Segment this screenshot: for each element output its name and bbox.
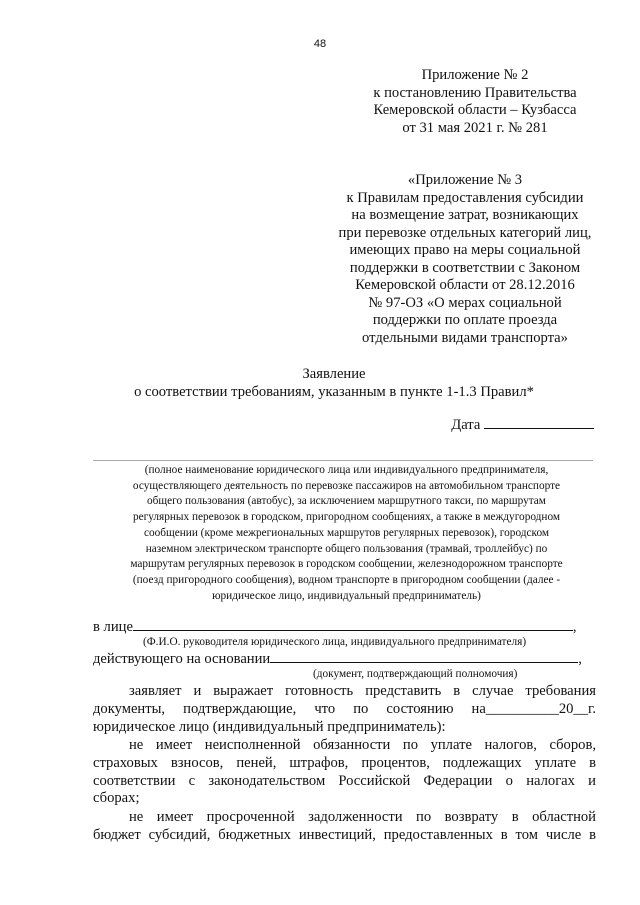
basis-blank[interactable]	[270, 650, 578, 663]
caption-line: (полное наименование юридического лица или индивидуального предпринимателя,	[144, 464, 549, 476]
representative-comma: ,	[572, 619, 577, 635]
annex-3-line: Кемеровской области от 28.12.2016	[355, 277, 575, 293]
paragraph-line: соответствии с законодательством Российской Федерации о налогах и	[93, 772, 596, 789]
paragraph-line: не имеет просроченной задолженности по возврату в областной	[129, 809, 596, 825]
annex-3-line: имеющих право на меры социальной	[349, 242, 581, 258]
paragraph-line: документы, подтверждающие, что по состоянию на__________20__г.	[93, 700, 596, 717]
caption-line: осуществляющего деятельность по перевозке пассажиров на автомобильном транспорте	[132, 479, 561, 492]
paragraph-line: заявляет и выражает готовность представить в случае требования	[129, 683, 596, 699]
paragraph-line: юридическое лицо (индивидуальный предприниматель):	[93, 718, 446, 735]
annex-2-line: Кемеровской области – Кузбасса	[373, 102, 577, 118]
representative-row	[93, 618, 577, 636]
annex-3-line: поддержки по оплате проезда	[372, 312, 558, 328]
date-blank[interactable]	[484, 416, 594, 429]
annex-2-line: к постановлению Правительства	[373, 84, 577, 101]
paragraph-line: бюджет субсидий, бюджетных инвестиций, предоставленных в том числе в	[93, 826, 596, 843]
page-number: 48	[313, 38, 327, 50]
annex-3-line: отдельными видами транспорта»	[362, 329, 568, 346]
caption-line: регулярных перевозок в городском, пригородном сообщениях, а также в междугородном	[132, 511, 561, 524]
annex-3-line: на возмещение затрат, возникающих	[351, 207, 579, 223]
declare-paragraph	[93, 683, 596, 736]
item-1-paragraph	[93, 737, 596, 808]
annex-3-line: при перевозке отдельных категорий лиц,	[338, 224, 592, 241]
basis-comma: ,	[578, 651, 582, 667]
date-field[interactable]	[451, 416, 594, 434]
annex-2-line: Приложение № 2	[421, 67, 529, 83]
basis-caption: (документ, подтверждающий полномочия)	[313, 668, 518, 680]
caption-line: общего пользования (автобус), за исключением маршрутного такси, по маршрутам	[147, 495, 546, 508]
statement-subtitle: о соответствии требованиям, указанным в пункте 1-1.3 Правил*	[134, 384, 534, 400]
annex-3-line: к Правилам предоставления субсидии	[346, 189, 584, 206]
paragraph-line: не имеет неисполненной обязанности по уплате налогов, сборов,	[129, 737, 596, 753]
representative-blank[interactable]	[133, 618, 573, 631]
annex-3-line: «Приложение № 3	[407, 172, 523, 188]
caption-line: (поезд пригородного сообщения), водном транспорте в пригородном сообщении (далее -	[132, 573, 561, 586]
paragraph-line: страховых взносов, пеней, штрафов, процентов, подлежащих уплате в	[93, 754, 596, 771]
entity-caption	[93, 463, 600, 604]
caption-line: маршрутам регулярных перевозок в городском сообщении, железнодорожном транспорте	[130, 558, 563, 571]
entity-name-blank[interactable]	[93, 460, 593, 461]
item-2-paragraph	[93, 809, 596, 845]
annex-3-line: № 97-ОЗ «О мерах социальной	[368, 294, 562, 311]
basis-label: действующего на основании	[93, 651, 271, 667]
caption-line: наземном электрическом транспорте общего пользования (трамвай, троллейбус) по	[145, 542, 548, 555]
statement-title: Заявление	[302, 366, 366, 382]
date-label: Дата	[451, 417, 481, 433]
representative-label: в лице	[93, 619, 133, 635]
paragraph-line: сборах;	[93, 790, 140, 807]
annex-3-line: поддержки в соответствии с Законом	[349, 259, 581, 276]
basis-row	[93, 650, 582, 668]
annex-2-header	[330, 67, 620, 137]
annex-3-header	[305, 172, 625, 347]
caption-line: юридическое лицо, индивидуальный предприниматель)	[212, 589, 481, 602]
representative-caption: (Ф.И.О. руководителя юридического лица, индивидуального предпринимателя)	[143, 636, 527, 648]
caption-line: сообщении (кроме межрегиональных маршрутов регулярных перевозок), городском	[143, 526, 550, 539]
annex-2-line: от 31 мая 2021 г. № 281	[402, 119, 548, 136]
